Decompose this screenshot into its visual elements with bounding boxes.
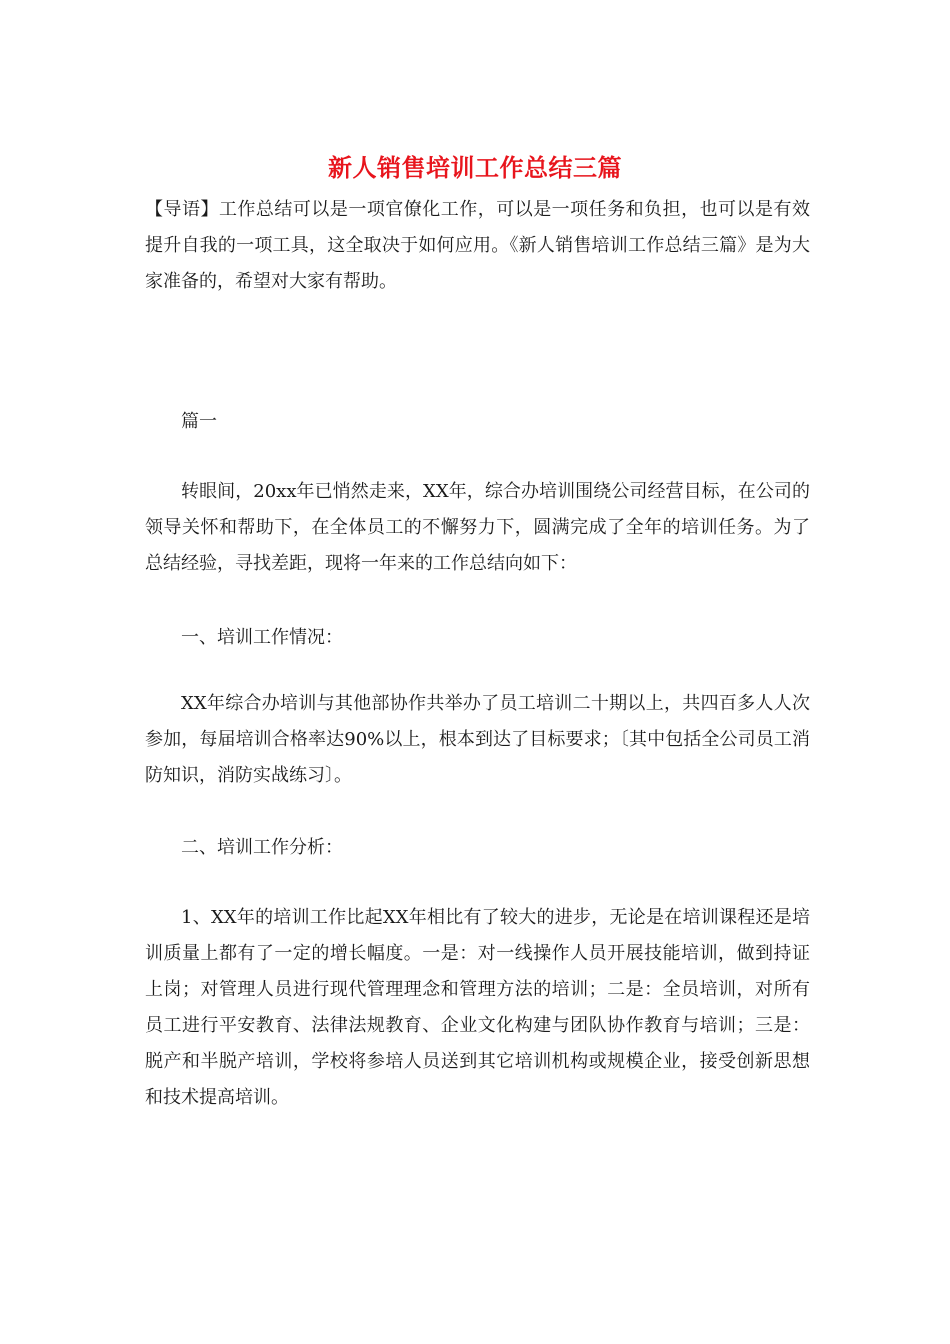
body-paragraph-1: 转眼间，20xx年已悄然走来，XX年，综合办培训围绕公司经营目标，在公司的领导关怀和帮助下，在全体员工的不懈努力下，圆满完成了全年的培训任务。为了总结经验，寻找差距，现将一年来的工作总结向如下：	[145, 481, 810, 574]
section-heading-1: 一、培训工作情况：	[181, 627, 343, 648]
intro-paragraph: 【导语】工作总结可以是一项官僚化工作，可以是一项任务和负担，也可以是有效提升自我的一项工具，这全取决于如何应用。《新人销售培训工作总结三篇》是为大家准备的，希望对大家有帮助。	[145, 199, 810, 292]
body-paragraph-2: XX年综合办培训与其他部协作共举办了员工培训二十期以上，共四百多人人次参加，每届培训合格率达90%以上，根本到达了目标要求；〔其中包括全公司员工消防知识，消防实战练习〕。	[145, 693, 810, 786]
document-title: 新人销售培训工作总结三篇	[328, 153, 622, 182]
section-label: 篇一	[181, 411, 217, 432]
body-paragraph-3: 1、XX年的培训工作比起XX年相比有了较大的进步，无论是在培训课程还是培训质量上都有了一定的增长幅度。一是：对一线操作人员开展技能培训，做到持证上岗；对管理人员进行现代管理理念和管理方法的培训；二是：全员培训，对所有员工进行平安教育、法律法规教育、企业文化构建与团队协作教育与培训；三是：脱产和半脱产培训，学校将参培人员送到其它培训机构或规模企业，接受创新思想和技术提高培训。	[145, 907, 810, 1108]
section-heading-2: 二、培训工作分析：	[181, 837, 343, 858]
